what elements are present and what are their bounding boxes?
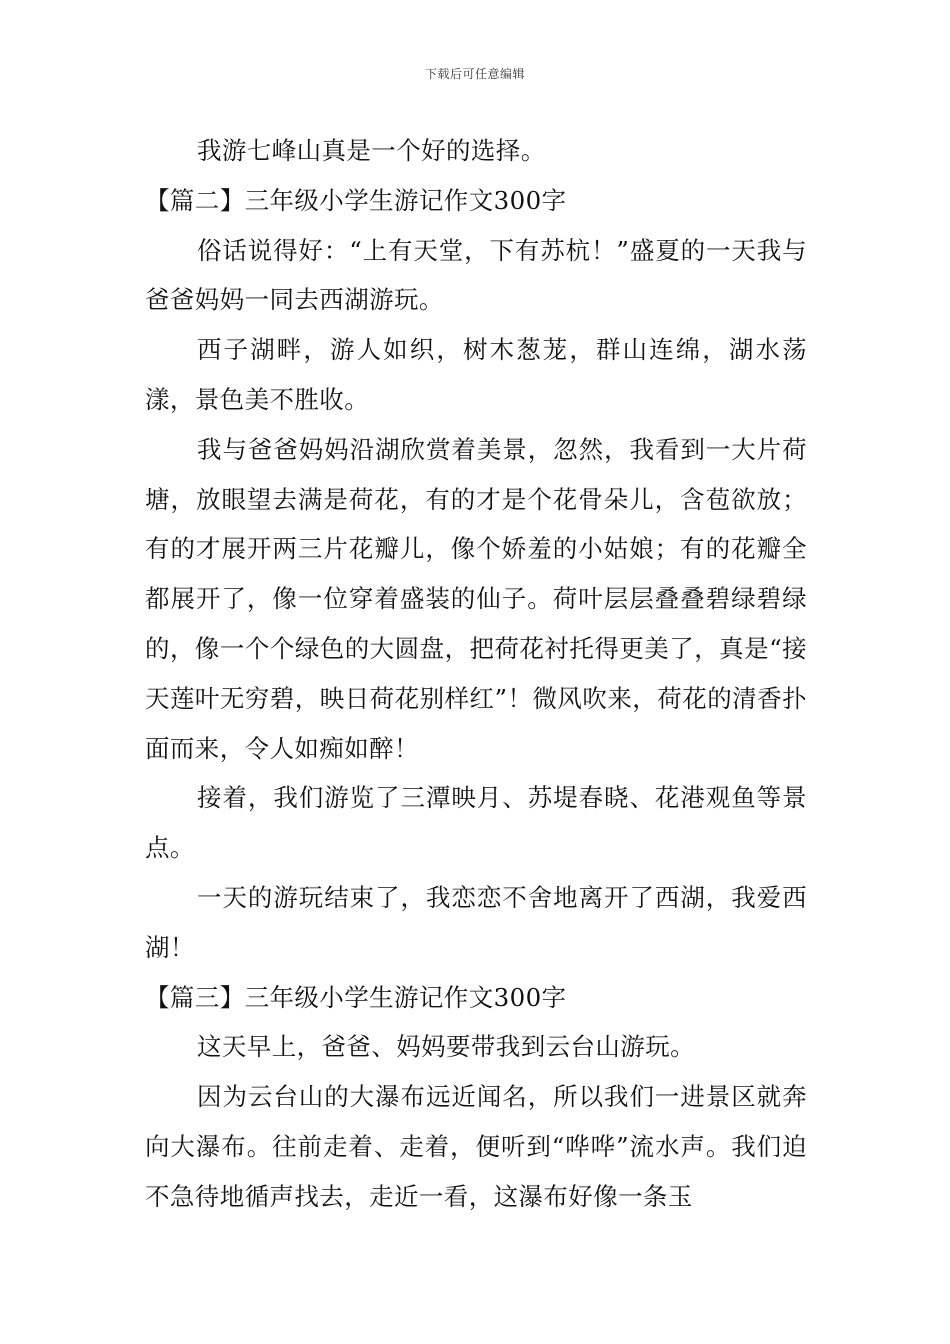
paragraph-scenic-spots: 接着，我们游览了三潭映月、苏堤春晓、花港观鱼等景点。 bbox=[145, 783, 807, 863]
section-heading-part-three: 【篇三】三年级小学生游记作文300字 bbox=[145, 982, 567, 1012]
paragraph-lotus-pond: 我与爸爸妈妈沿湖欣赏着美景，忽然，我看到一大片荷塘，放眼望去满是荷花，有的才是个花骨朵儿，含苞欲放；有的才展开两三片花瓣儿，像个娇羞的小姑娘；有的花瓣全都展开了，像一位穿着盛装的仙子。荷叶层层叠叠碧绿碧绿的，像一个个绿色的大圆盘，把荷花衬托得更美了，真是“接天莲叶无穷碧，映日荷花别样红”！微风吹来，荷花的清香扑面而来，令人如痴如醉！ bbox=[145, 434, 807, 763]
paragraph-qifeng-ending: 我游七峰山真是一个好的选择。 bbox=[197, 136, 546, 165]
paragraph-west-lake-scenery: 西子湖畔，游人如织，树木葱茏，群山连绵，湖水荡漾，景色美不胜收。 bbox=[145, 335, 807, 414]
paragraph-waterfall: 因为云台山的大瀑布远近闻名，所以我们一进景区就奔向大瀑布。往前走着、走着，便听到“哗哗”流水声。我们迫不急待地循声找去，走近一看，这瀑布好像一条玉 bbox=[145, 1082, 807, 1211]
section-heading-part-two: 【篇二】三年级小学生游记作文300字 bbox=[145, 185, 567, 215]
paragraph-west-lake-ending: 一天的游玩结束了，我恋恋不舍地离开了西湖，我爱西湖！ bbox=[145, 882, 807, 962]
paragraph-yuntai-intro: 这天早上，爸爸、妈妈要带我到云台山游玩。 bbox=[197, 1032, 695, 1062]
document-body bbox=[145, 126, 807, 1222]
page-header-note: 下载后可任意编辑 bbox=[424, 67, 525, 81]
paragraph-west-lake-intro: 俗话说得好：“上有天堂，下有苏杭！”盛夏的一天我与爸爸妈妈一同去西湖游玩。 bbox=[145, 235, 807, 315]
